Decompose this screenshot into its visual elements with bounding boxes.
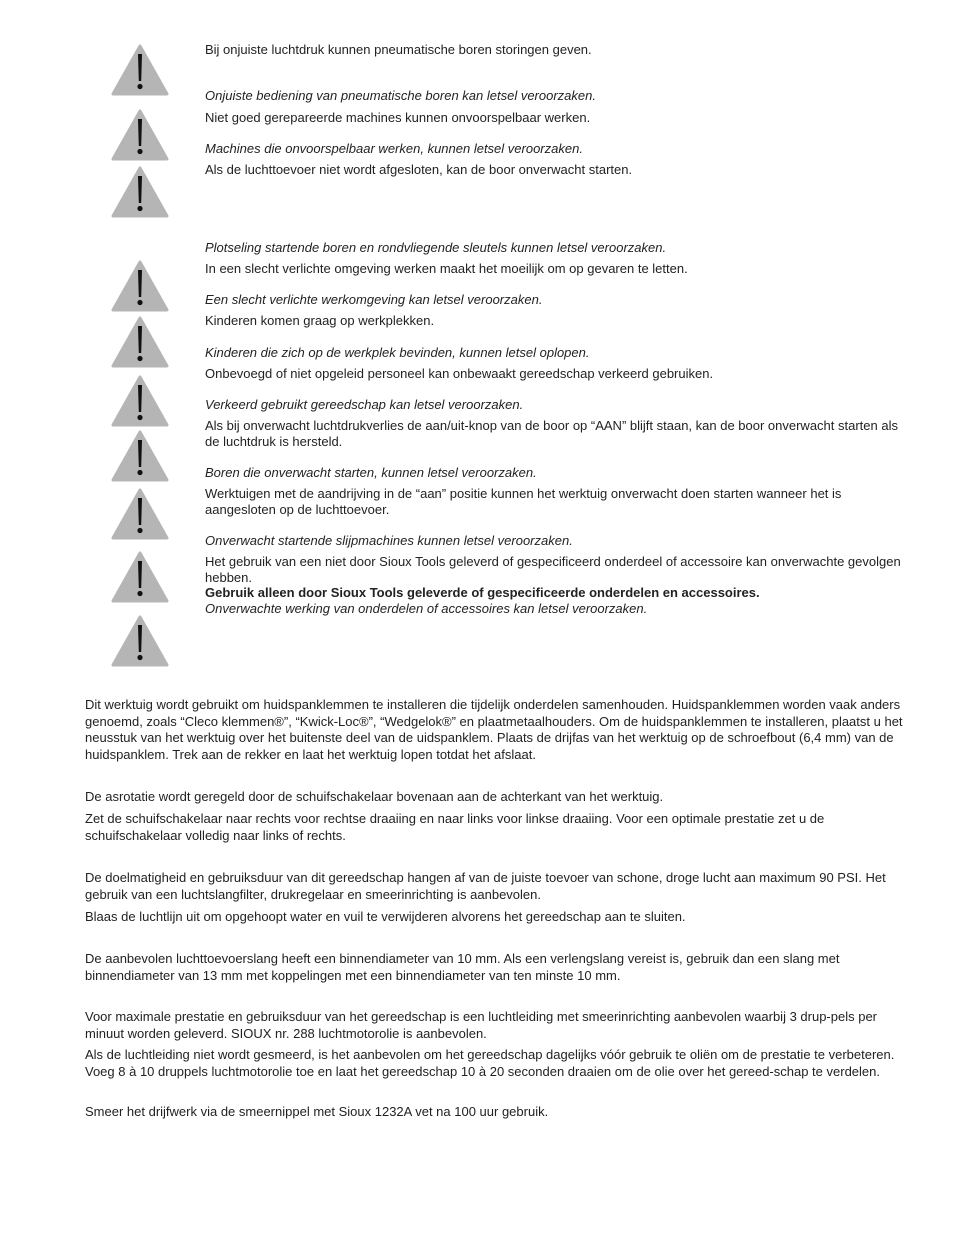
warning-text: Niet goed gerepareerde machines kunnen onvoorspelbaar werken. xyxy=(205,110,591,125)
warning-triangle-icon xyxy=(111,430,169,482)
warning-consequence: Verkeerd gebruikt gereedschap kan letsel veroorzaken. xyxy=(205,397,524,412)
warning-text: Als de luchttoevoer niet wordt afgesloten, kan de boor onverwacht starten. xyxy=(205,162,633,177)
warning-consequence: Plotseling startende boren en rondvliegende sleutels kunnen letsel veroorzaken. xyxy=(205,240,667,255)
warning-text: Bij onjuiste luchtdruk kunnen pneumatische boren storingen geven. xyxy=(205,42,592,57)
warning-triangle-icon xyxy=(111,260,169,312)
warning-text: Het gebruik van een niet door Sioux Tools geleverd of gespecificeerd onderdeel of accessoire kan onverwachte gevolgen hebben. xyxy=(205,554,901,585)
warning-text: Werktuigen met de aandrijving in de “aan” positie kunnen het werktuig onverwacht doen starten wanneer het is aangesloten op de luchttoevoer. xyxy=(205,486,842,517)
warning-text: Onbevoegd of niet opgeleid personeel kan onbewaakt gereedschap verkeerd gebruiken. xyxy=(205,366,714,381)
warning-consequence: Onjuiste bediening van pneumatische boren kan letsel veroorzaken. xyxy=(205,88,596,103)
warning-text: In een slecht verlichte omgeving werken maakt het moeilijk om op gevaren te letten. xyxy=(205,261,688,276)
warning-triangle-icon xyxy=(111,44,169,96)
paragraph-rotation: De asrotatie wordt geregeld door de schuifschakelaar bovenaan aan de achterkant van het werktuig. xyxy=(85,789,664,804)
warning-consequence: Machines die onvoorspelbaar werken, kunnen letsel veroorzaken. xyxy=(205,141,583,156)
warning-consequence: Kinderen die zich op de werkplek bevinden, kunnen letsel oplopen. xyxy=(205,345,590,360)
warning-triangle-icon xyxy=(111,166,169,218)
paragraph-air-line: Blaas de luchtlijn uit om opgehoopt water en vuil te verwijderen alvorens het gereedschap aan te sluiten. xyxy=(85,909,686,924)
warning-consequence: Onverwacht startende slijpmachines kunnen letsel veroorzaken. xyxy=(205,533,573,548)
paragraph-usage: Dit werktuig wordt gebruikt om huidspanklemmen te installeren die tijdelijk onderdelen samenhouden. Huidspanklemmen worden vaak anders genoemd, zoals “Cleco klemmen®”, “Kwick-Loc®”, “Wedgelok®” en plaatmetaalhouders. Om de huidspanklemmen te installeren, plaatst u het neusstuk van het werktuig over het buitenste deel van de uidspanklem. Plaats de drijfas van het werktuig op de schroefbout (6,4 mm) van de huidspanklem. Trek aan de rekker en laat het werktuig lopen totdat het afslaat. xyxy=(85,697,903,762)
paragraph-switch: Zet de schuifschakelaar naar rechts voor rechtse draaiing en naar links voor linkse draaiing. Voor een optimale prestatie zet u de schuifschakelaar volledig naar links of rechts. xyxy=(85,811,825,843)
warning-triangle-icon xyxy=(111,316,169,368)
warning-triangle-icon xyxy=(111,109,169,161)
warning-text: Kinderen komen graag op werkplekken. xyxy=(205,313,435,328)
paragraph-lubrication: Voor maximale prestatie en gebruiksduur van het gereedschap is een luchtleiding met smeerinrichting aanbevolen waarbij 3 drup-pels per minuut worden geleverd. SIOUX nr. 288 luchtmotorolie is aanbevolen. xyxy=(85,1009,878,1041)
warning-triangle-icon xyxy=(111,551,169,603)
paragraph-grease: Smeer het drijfwerk via de smeernippel met Sioux 1232A vet na 100 uur gebruik. xyxy=(85,1104,549,1119)
paragraph-air-supply: De doelmatigheid en gebruiksduur van dit gereedschap hangen af van de juiste toevoer van schone, droge lucht aan maximum 90 PSI. Het gebruik van een luchtslangfilter, drukregelaar en smeerinrichting is aanbevolen. xyxy=(85,870,886,902)
warning-triangle-icon xyxy=(111,615,169,667)
warning-triangle-icon xyxy=(111,488,169,540)
warning-instruction: Gebruik alleen door Sioux Tools geleverde of gespecificeerde onderdelen en accessoires. xyxy=(205,585,760,600)
paragraph-hose: De aanbevolen luchttoevoerslang heeft een binnendiameter van 10 mm. Als een verlengslang vereist is, gebruik dan een slang met binnendiameter van 13 mm met koppelingen met een binnendiameter van ten minste 10 mm. xyxy=(85,951,840,983)
paragraph-oiling: Als de luchtleiding niet wordt gesmeerd, is het aanbevolen om het gereedschap dagelijks vóór gebruik te oliën om de prestatie te verbeteren. Voeg 8 à 10 druppels luchtmotorolie toe en laat het gereedschap 10 à 20 seconden draaien om de olie over het gereed-schap te verdelen. xyxy=(85,1047,895,1079)
warning-consequence: Onverwachte werking van onderdelen of accessoires kan letsel veroorzaken. xyxy=(205,601,648,616)
warning-triangle-icon xyxy=(111,375,169,427)
warning-consequence: Een slecht verlichte werkomgeving kan letsel veroorzaken. xyxy=(205,292,543,307)
warning-text: Als bij onverwacht luchtdrukverlies de aan/uit-knop van de boor op “AAN” blijft staan, kan de boor onverwacht starten als de luchtdruk is hersteld. xyxy=(205,418,898,449)
warning-consequence: Boren die onverwacht starten, kunnen letsel veroorzaken. xyxy=(205,465,537,480)
